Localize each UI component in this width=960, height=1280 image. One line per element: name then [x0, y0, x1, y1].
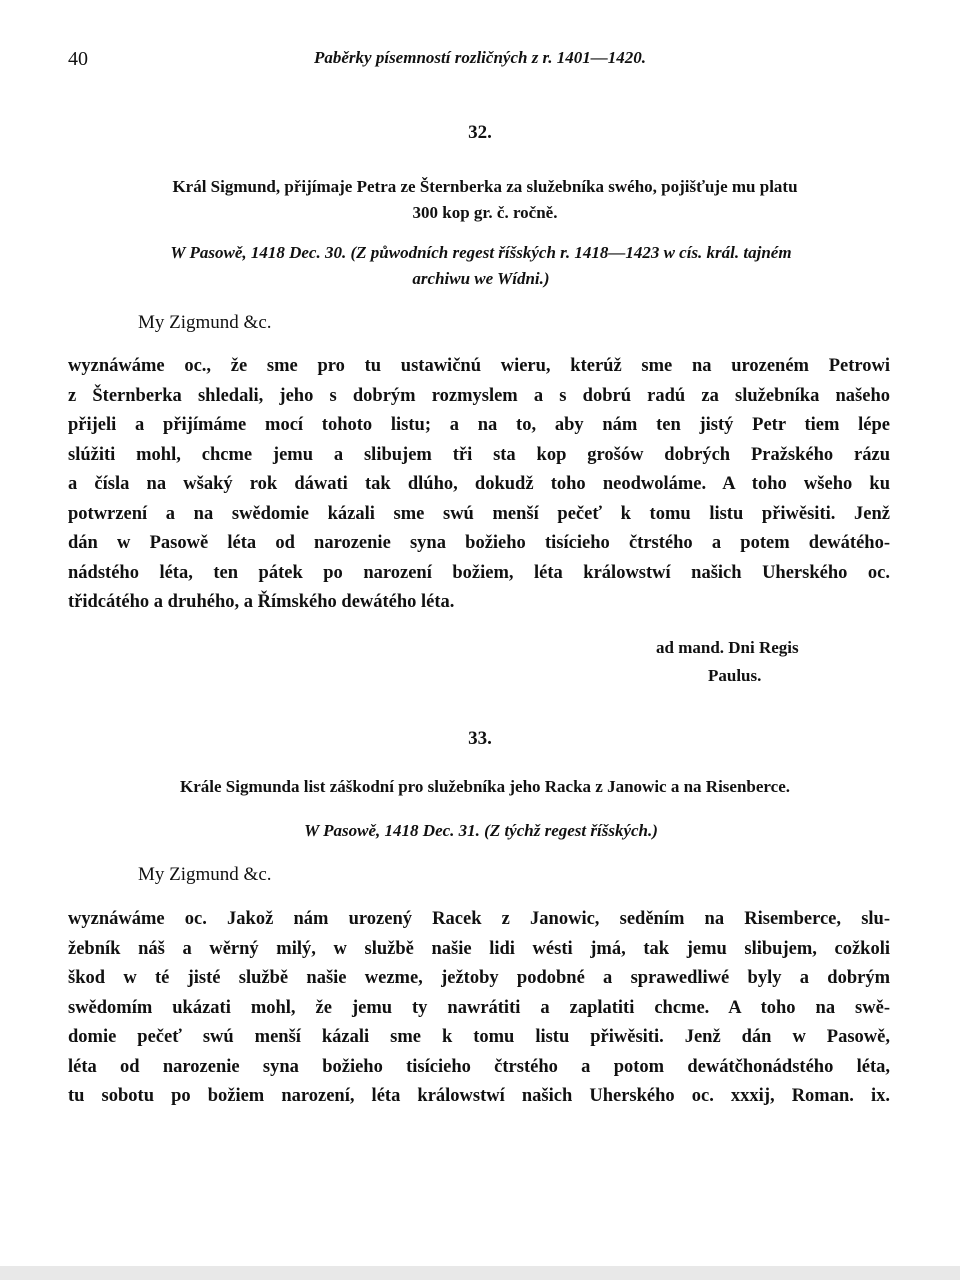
text-line: swědomím ukázati mohl, že jemu ty nawrátiti a zaplatiti chcme. A toho na swě- [68, 997, 890, 1018]
salutation-33: My Zigmund &c. [138, 864, 272, 885]
text-line: z Šternberka shledali, jeho s dobrým rozmyslem a s dobrú radú za služebníka našeho [68, 385, 890, 406]
text-line: potwrzení a na swědomie kázali sme swú menší pečeť k tomu listu přiwěsiti. Jenž [68, 503, 890, 524]
text-line: dán w Pasowě léta od narozenie syna božieho tisícieho čtrstého a potem dewátého- [68, 533, 890, 553]
running-title: Paběrky písemností rozličných z r. 1401—1420. [314, 48, 646, 67]
heading-line: 300 kop gr. č. ročně. [412, 203, 558, 222]
document-number-32: 32. [468, 122, 492, 143]
heading-line: Král Sigmund, přijímaje Petra ze Šternberka za služebníka swého, pojišťuje mu platu [172, 177, 798, 196]
text-line: třidcátého a druhého, a Římského dewátého léta. [68, 592, 455, 612]
dateline-line: W Pasowě, 1418 Dec. 30. (Z půwodních regest říšských r. 1418—1423 w cís. král. tajném [170, 243, 792, 262]
dateline-32 [70, 240, 892, 292]
document-number-33: 33. [468, 728, 492, 749]
text-line: wyznáwáme oc., že sme pro tu ustawičnú wieru, kterúž sme na urozeném Petrowi [68, 356, 890, 376]
body-text-33 [68, 905, 890, 1112]
text-line: žebník náš a wěrný milý, w službě našie lidi wésti jmá, tak jemu slibujem, cožkoli [68, 938, 890, 959]
text-line: a čísla na wšaký rok dáwati tak dlúho, dokudž toho neodwoláme. A toho wšeho ku [68, 474, 890, 494]
dateline-line: archiwu we Wídni.) [412, 269, 550, 288]
body-text-32 [68, 352, 890, 618]
dateline-33: W Pasowě, 1418 Dec. 31. (Z týchž regest říšských.) [304, 821, 658, 840]
salutation-32: My Zigmund &c. [138, 312, 272, 333]
text-line: domie pečeť swú menší kázali sme k tomu listu přiwěsiti. Jenž dán w Pasowě, [68, 1027, 890, 1047]
document-heading-33: Krále Sigmunda list záškodní pro služebníka jeho Racka z Janowic a na Risenberce. [179, 777, 790, 796]
page-number: 40 [68, 48, 88, 70]
text-line: léta od narozenie syna božieho tisícieho čtrstého a potom dewátčhonádstého léta, [68, 1056, 890, 1077]
text-line: škod w té jisté službě našie wezme, ježtoby podobné a sprawedliwé byly a dobrým [68, 968, 890, 988]
signature-line-mandate: ad mand. Dni Regis [656, 638, 799, 657]
page-bottom-edge [0, 1266, 960, 1280]
text-line: nádstého léta, ten pátek po narození božiem, léta králowstwí našich Uherského oc. [68, 562, 890, 583]
text-line: přijeli a přijímáme mocí tohoto listu; a na to, aby nám ten jistý Petr tiem lépe [68, 415, 890, 435]
signature-line-name: Paulus. [708, 666, 762, 685]
text-line: wyznáwáme oc. Jakož nám urozený Racek z Janowic, seděním na Risemberce, slu- [68, 909, 890, 929]
document-heading-32 [90, 174, 880, 226]
text-line: slúžiti mohl, chcme jemu a slibujem tři sta kop grošów dobrých Pražského rázu [68, 444, 890, 465]
text-line: tu sobotu po božiem narození, léta králowstwí našich Uherského oc. xxxij, Roman. ix. [68, 1086, 890, 1106]
